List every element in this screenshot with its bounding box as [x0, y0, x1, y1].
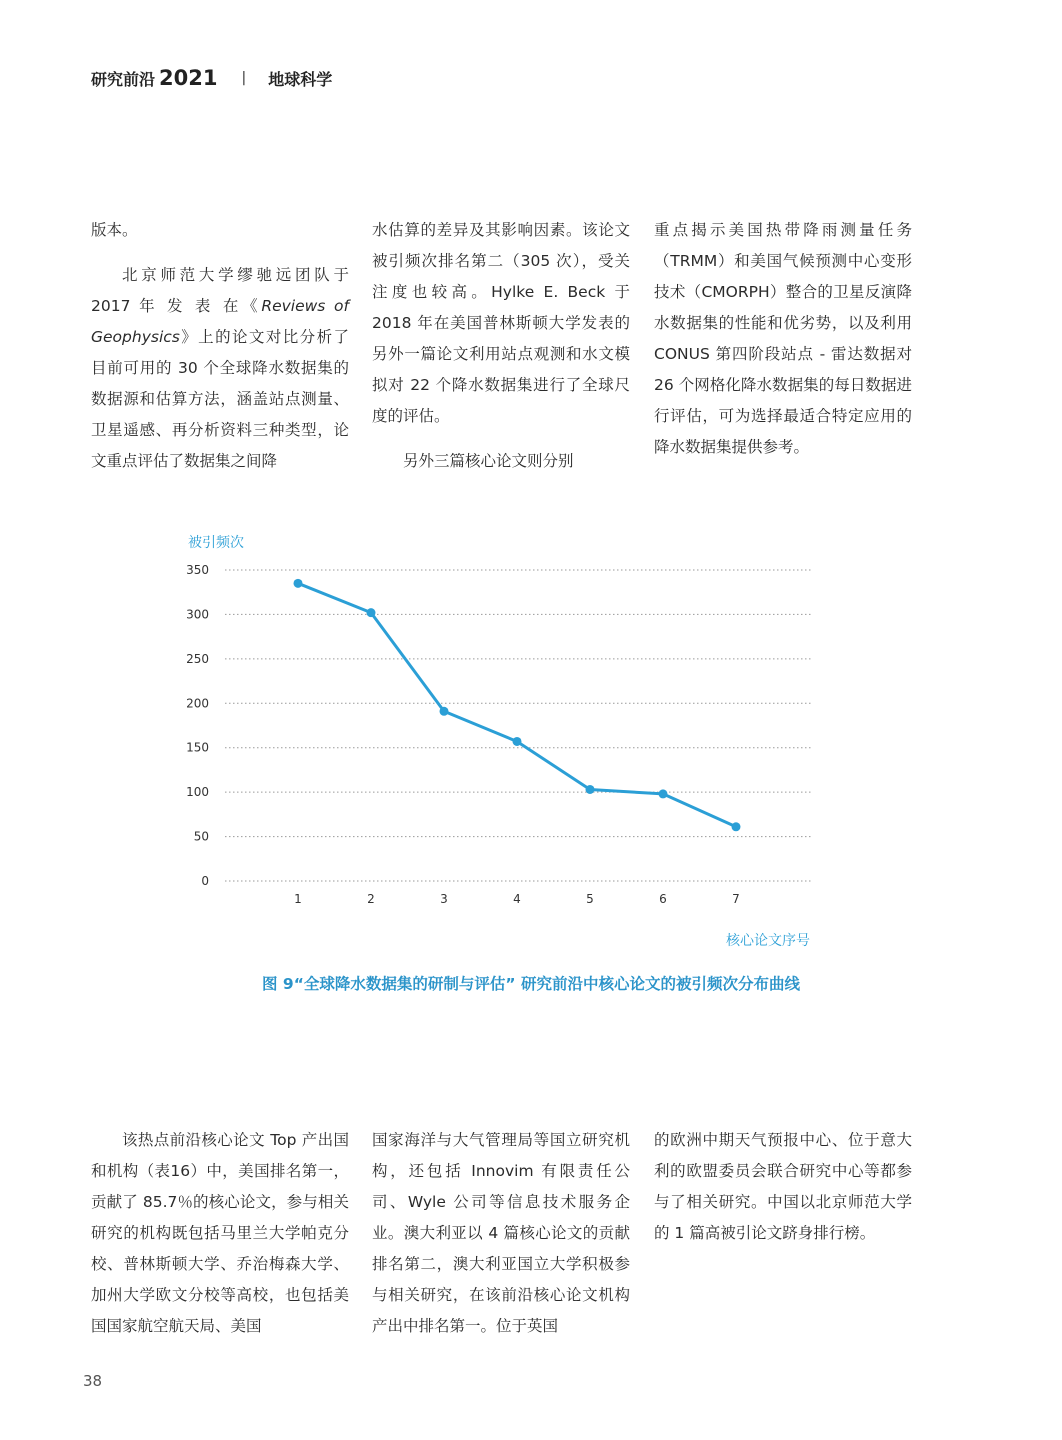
y-tick-label: 50 — [193, 829, 209, 844]
x-tick-label: 1 — [294, 892, 302, 906]
paragraph: 水估算的差异及其影响因素。该论文被引频次排名第二（305 次），受关注度也较高。Hylke E. Beck 于 2018 年在美国普林斯顿大学发表的另外一篇论文利用站点观测和水文模拟对 22 个降水数据集进行了全球尺度的评估。 — [372, 221, 630, 425]
citation-line-chart — [180, 528, 830, 958]
x-tick-label: 4 — [513, 892, 521, 906]
y-tick-label: 100 — [186, 785, 209, 800]
journal-name: Reviews of Geophysics — [91, 297, 349, 346]
paragraph — [91, 260, 349, 477]
bottom-column-2 — [372, 1125, 630, 1342]
header-title: 研究前沿 — [91, 69, 156, 89]
y-tick-label: 350 — [186, 563, 209, 577]
data-point — [732, 822, 741, 831]
top-column-1 — [91, 215, 349, 477]
header-year: 2021 — [159, 66, 218, 90]
y-tick-label: 200 — [186, 696, 209, 711]
y-tick-label: 150 — [186, 740, 209, 755]
figure-caption: 图 9“全球降水数据集的研制与评估” 研究前沿中核心论文的被引频次分布曲线 — [262, 975, 800, 993]
text-run: 》上的论文对比分析了目前可用的 30 个全球降水数据集的数据源和估算方法，涵盖站点测量、卫星遥感、再分析资料三种类型，论文重点评估了数据集之间降 — [91, 328, 349, 470]
x-tick-label: 7 — [732, 892, 740, 906]
page-number: 38 — [83, 1372, 103, 1390]
paragraph: 该热点前沿核心论文 Top 产出国和机构（表16）中，美国排名第一，贡献了 85.7％的核心论文，参与相关研究的机构既包括马里兰大学帕克分校、普林斯顿大学、乔治梅森大学、加州大学欧文分校等高校，也包括美国国家航空航天局、美国 — [91, 1131, 349, 1335]
data-point — [440, 707, 449, 716]
paragraph: 重点揭示美国热带降雨测量任务（TRMM）和美国气候预测中心变形技术（CMORPH）整合的卫星反演降水数据集的性能和优劣势，以及利用 CONUS 第四阶段站点 - 雷达数据对 26 个网格化降水数据集的每日数据进行评估，可为选择最适合特定应用的降水数据集提供参考。 — [654, 221, 912, 456]
x-tick-label: 2 — [367, 892, 375, 906]
x-tick-label: 5 — [586, 892, 594, 906]
data-point — [367, 608, 376, 617]
x-tick-label: 3 — [440, 892, 448, 906]
data-point — [513, 737, 522, 746]
paragraph: 另外三篇核心论文则分别 — [403, 452, 574, 470]
y-tick-label: 250 — [186, 651, 209, 666]
header-separator: | — [241, 70, 247, 86]
header-field: 地球科学 — [268, 69, 333, 89]
paragraph: 国家海洋与大气管理局等国立研究机构，还包括 Innovim 有限责任公司、Wyle 公司等信息技术服务企业。澳大利亚以 4 篇核心论文的贡献排名第二，澳大利亚国立大学积极参与相关研究，在该前沿核心论文机构产出中排名第一。位于英国 — [372, 1131, 630, 1335]
paragraph: 的欧洲中期天气预报中心、位于意大利的欧盟委员会联合研究中心等都参与了相关研究。中国以北京师范大学的 1 篇高被引论文跻身排行榜。 — [654, 1131, 912, 1242]
text-run: 北京师范大学缪驰远团队于 2017 年 发 表 在《 — [91, 266, 349, 315]
data-point — [586, 785, 595, 794]
x-tick-label: 6 — [659, 892, 667, 906]
y-axis-label: 被引频次 — [188, 535, 244, 551]
y-tick-label: 300 — [186, 607, 209, 622]
y-tick-label: 0 — [201, 874, 209, 888]
bottom-column-1 — [91, 1125, 349, 1342]
data-point — [659, 789, 668, 798]
bottom-column-3 — [654, 1125, 912, 1249]
x-axis-label: 核心论文序号 — [726, 933, 810, 949]
paragraph: 版本。 — [91, 221, 138, 239]
series-line — [298, 583, 736, 826]
data-point — [294, 579, 303, 588]
top-column-3 — [654, 215, 912, 463]
page-header — [91, 66, 332, 90]
top-column-2 — [372, 215, 630, 477]
